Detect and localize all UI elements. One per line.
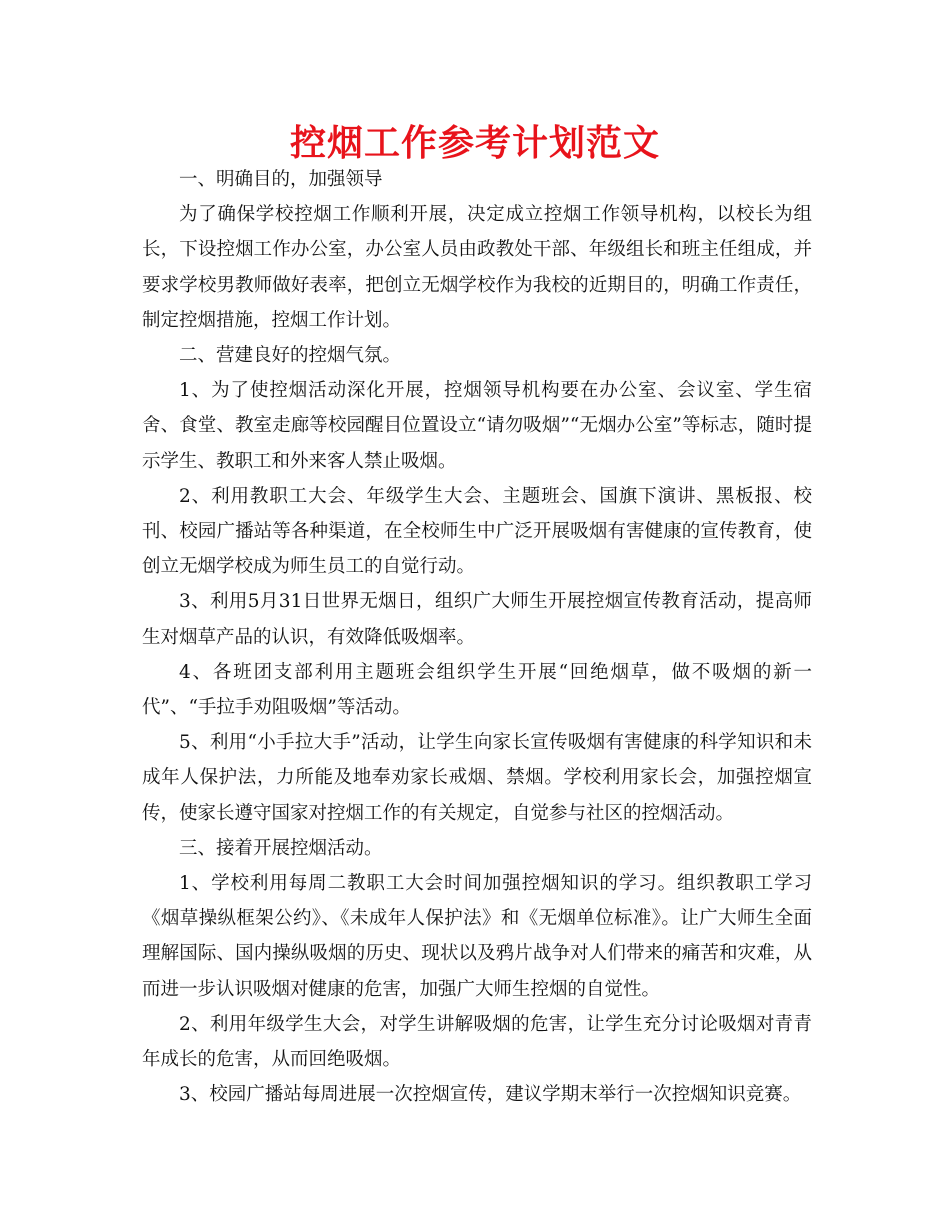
section-heading-1: 一、明确目的，加强领导	[179, 169, 383, 190]
paragraph: 2、利用教职工大会、年级学生大会、主题班会、国旗下演讲、黑板报、校刊、校园广播站等各种渠道，在全校师生中广泛开展吸烟有害健康的宣传教育，使创立无烟学校成为师生员工的自觉行动。	[142, 485, 812, 578]
paragraph: 1、学校利用每周二教职工大会时间加强控烟知识的学习。组织教职工学习《烟草操纵框架公约》、《未成年人保护法》和《无烟单位标准》。让广大师生全面理解国际、国内操纵吸烟的历史、现状以及鸦片战争对人们带来的痛苦和灾难，从而进一步认识吸烟对健康的危害，加强广大师生控烟的自觉性。	[142, 873, 812, 1000]
paragraph: 1、为了使控烟活动深化开展，控烟领导机构要在办公室、会议室、学生宿舍、食堂、教室走廊等校园醒目位置设立“请勿吸烟”“无烟办公室”等标志，随时提示学生、教职工和外来客人禁止吸烟。	[142, 380, 812, 472]
document-title: 控烟工作参考计划范文	[289, 122, 660, 164]
paragraph: 2、利用年级学生大会，对学生讲解吸烟的危害，让学生充分讨论吸烟对青青年成长的危害，从而回绝吸烟。	[142, 1013, 812, 1071]
paragraph: 5、利用“小手拉大手”活动，让学生向家长宣传吸烟有害健康的科学知识和未成年人保护法，力所能及地奉劝家长戒烟、禁烟。学校利用家长会，加强控烟宣传，使家长遵守国家对控烟工作的有关规定，自觉参与社区的控烟活动。	[142, 732, 812, 824]
paragraph: 4、各班团支部利用主题班会组织学生开展“回绝烟草，做不吸烟的新一代”、“手拉手劝阻吸烟”等活动。	[142, 661, 812, 719]
document-body	[142, 162, 812, 1112]
section-heading-2: 二、营建良好的控烟气氛。	[179, 345, 402, 367]
paragraph: 3、利用5月31日世界无烟日，组织广大师生开展控烟宣传教育活动，提高师生对烟草产品的认识，有效降低吸烟率。	[142, 591, 812, 648]
section-heading-3: 三、接着开展控烟活动。	[179, 837, 383, 859]
paragraph: 3、校园广播站每周进展一次控烟宣传，建议学期末举行一次控烟知识竞赛。	[179, 1084, 802, 1106]
paragraph: 为了确保学校控烟工作顺利开展，决定成立控烟工作领导机构，以校长为组长，下设控烟工作办公室，办公室人员由政教处干部、年级组长和班主任组成，并要求学校男教师做好表率，把创立无烟学校作为我校的近期目的，明确工作责任，制定控烟措施，控烟工作计划。	[142, 204, 812, 331]
